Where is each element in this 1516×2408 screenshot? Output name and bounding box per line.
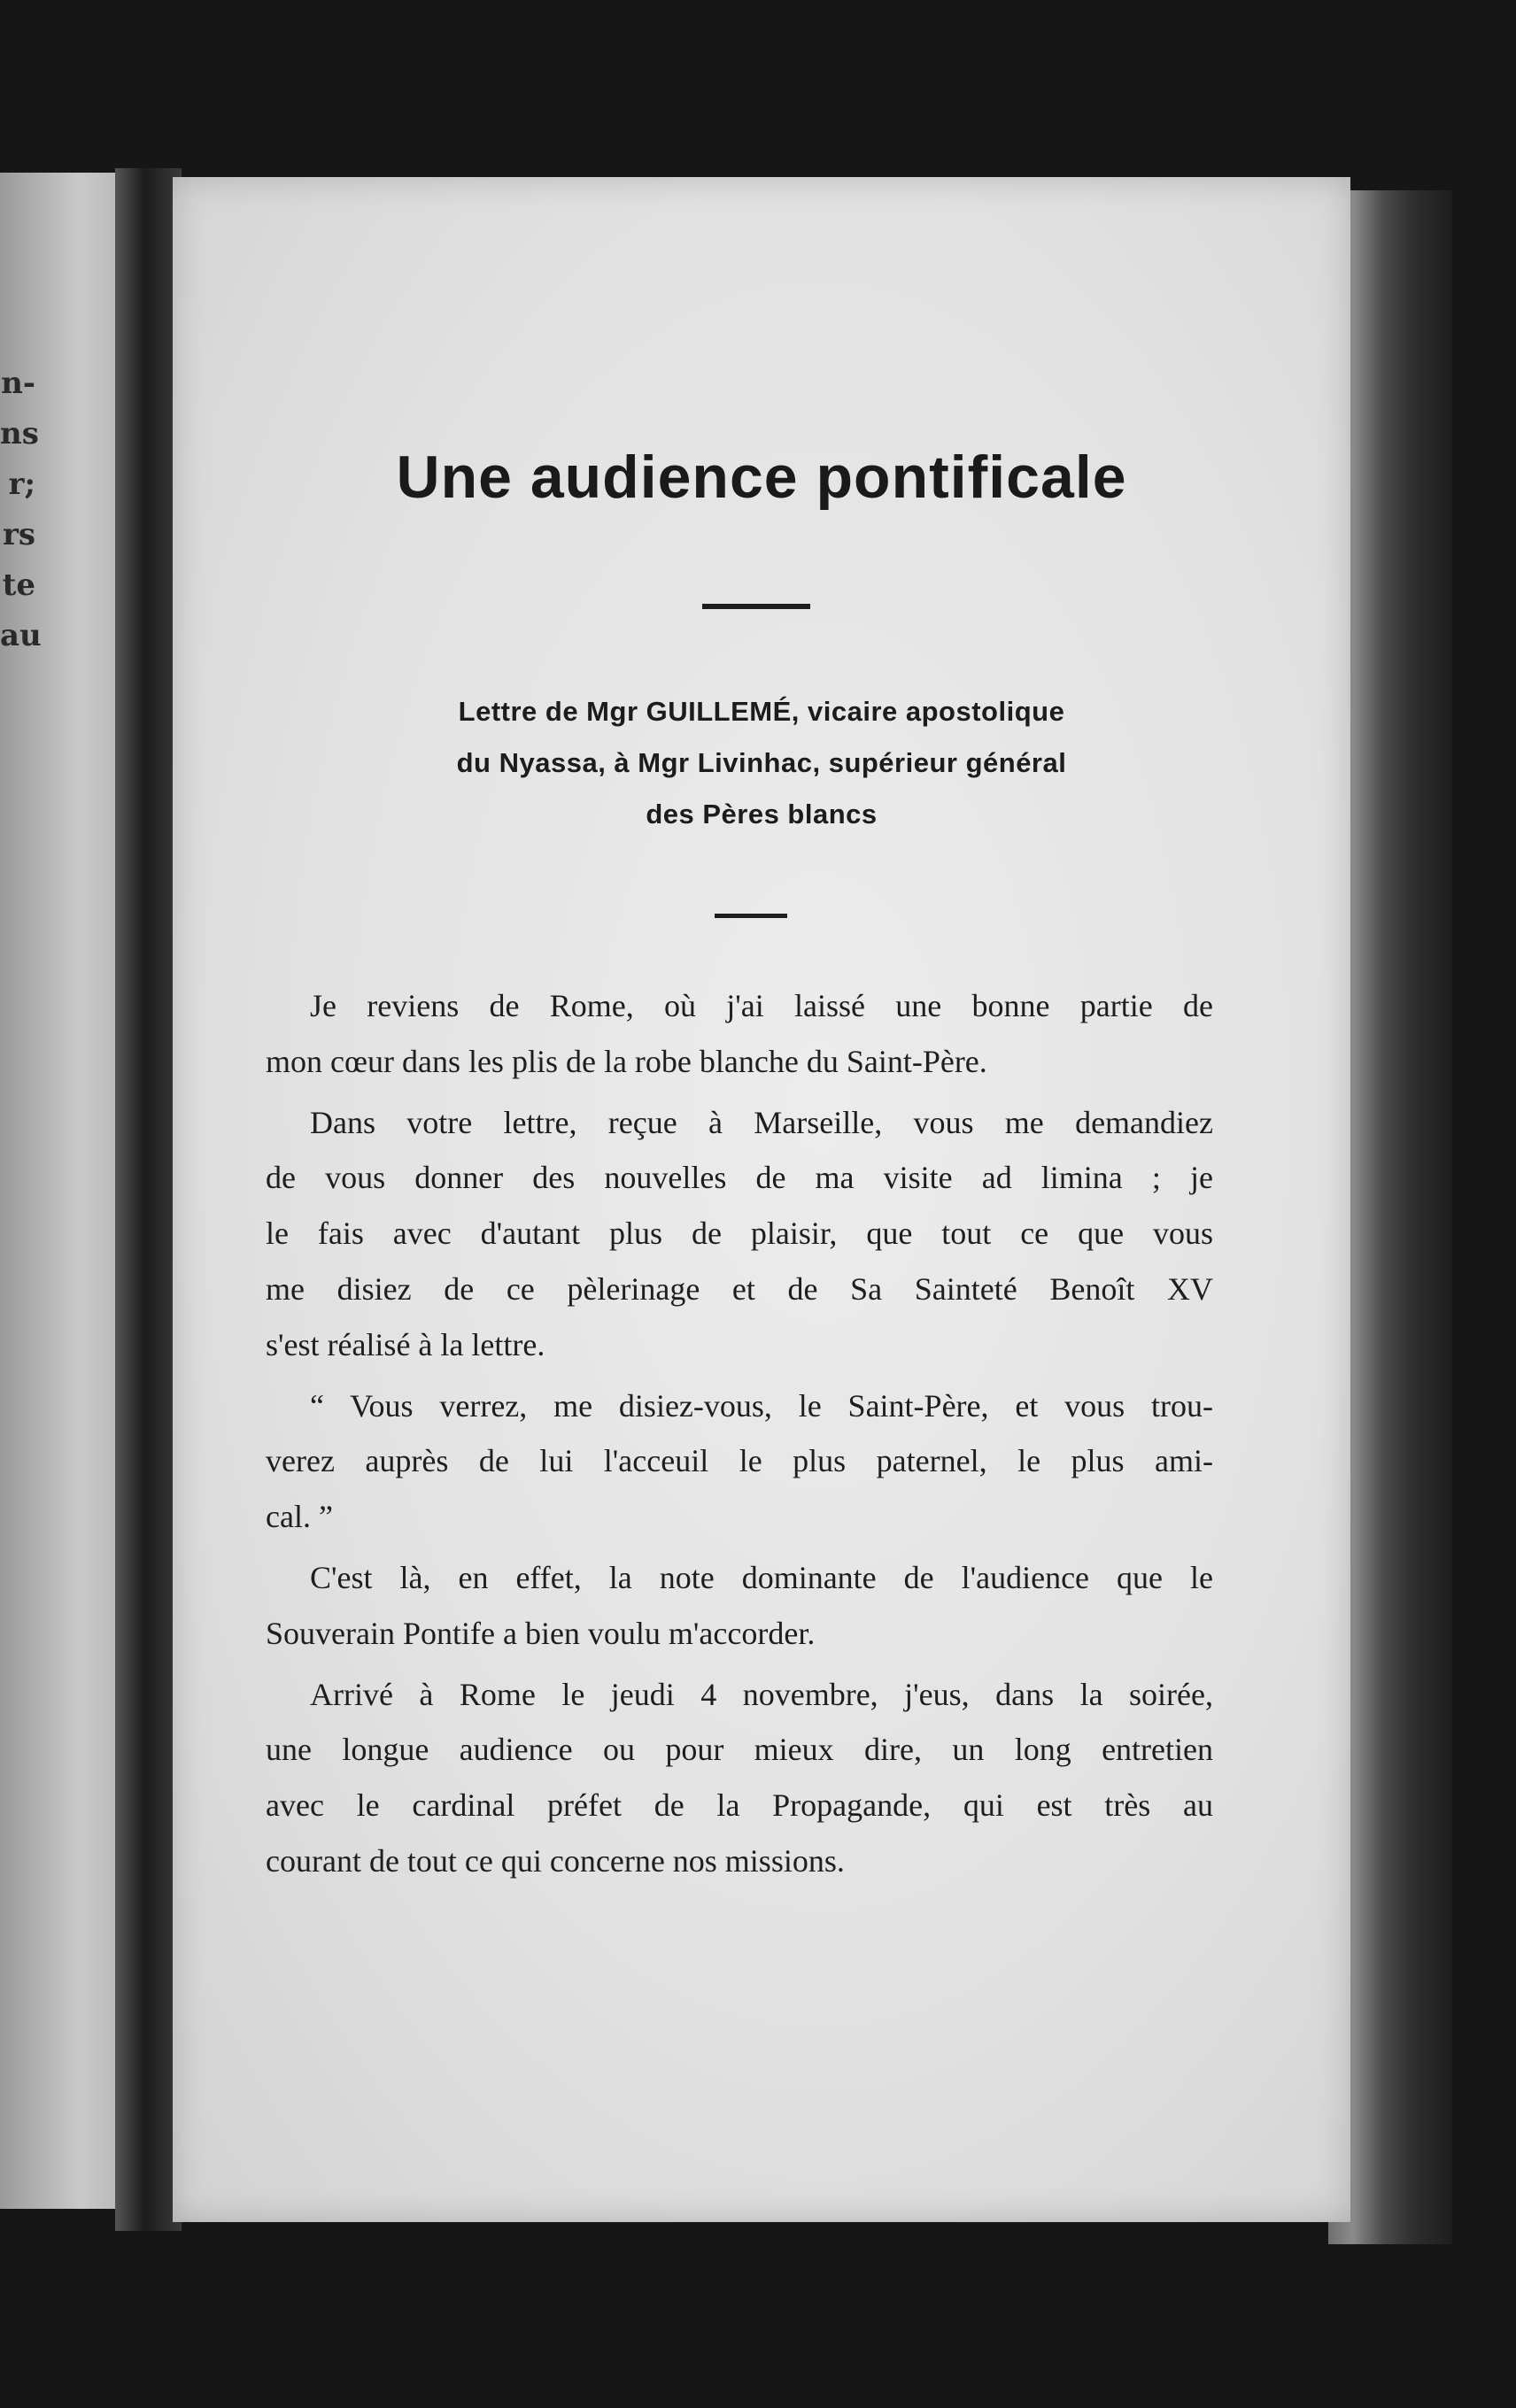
text-line: une longue audience ou pour mieux dire, un long entretien	[266, 1732, 1213, 1768]
letter-body	[266, 978, 1213, 1895]
text-line: Souverain Pontife a bien voulu m'accorder.	[266, 1615, 816, 1651]
text-line: courant de tout ce qui concerne nos missions.	[266, 1842, 845, 1879]
text-line: verez auprès de lui l'acceuil le plus paternel, le plus ami-	[266, 1443, 1213, 1479]
letter-heading-line: Lettre de Mgr GUILLEMÉ, vicaire apostolique	[458, 696, 1065, 727]
left-fragment: ns	[0, 416, 39, 452]
text-line: le fais avec d'autant plus de plaisir, que tout ce que vous	[266, 1216, 1213, 1252]
text-line: cal. ”	[266, 1499, 333, 1535]
left-fragment: au	[0, 618, 42, 653]
text-line: avec le cardinal préfet de la Propagande, qui est très au	[266, 1787, 1213, 1824]
paragraph	[266, 1667, 1213, 1889]
text-line: mon cœur dans les plis de la robe blanche du Saint-Père.	[266, 1043, 987, 1079]
text-line: de vous donner des nouvelles de ma visite ad limina ; je	[266, 1160, 1213, 1196]
letter-heading-line: du Nyassa, à Mgr Livinhac, supérieur général	[456, 747, 1067, 778]
heading-divider	[715, 914, 787, 918]
paragraph	[266, 1095, 1213, 1373]
left-fragment: r;	[8, 467, 35, 502]
left-fragment: te	[2, 567, 35, 603]
text-line: Dans votre lettre, reçue à Marseille, vous me demandiez	[310, 1104, 1213, 1140]
left-fragment: rs	[2, 517, 35, 552]
text-line: C'est là, en effet, la note dominante de l'audience que le	[310, 1559, 1213, 1595]
text-line: s'est réalisé à la lettre.	[266, 1326, 545, 1362]
text-line: “ Vous verrez, me disiez-vous, le Saint-Père, et vous trou-	[310, 1387, 1213, 1424]
paragraph	[266, 1378, 1213, 1545]
right-page	[173, 177, 1350, 2222]
page-title: Une audience pontificale	[396, 444, 1127, 511]
text-line: Je reviens de Rome, où j'ai laissé une bonne partie de	[310, 988, 1213, 1023]
book-gutter	[115, 168, 182, 2231]
text-line: me disiez de ce pèlerinage et de Sa Sainteté Benoît XV	[266, 1270, 1213, 1307]
paragraph	[266, 1550, 1213, 1662]
letter-heading	[288, 686, 1235, 840]
left-fragment: n-	[1, 366, 35, 401]
title-divider	[702, 604, 810, 609]
paragraph	[266, 978, 1213, 1090]
text-line: Arrivé à Rome le jeudi 4 novembre, j'eus, dans la soirée,	[310, 1676, 1213, 1712]
left-page-text-fragments	[0, 359, 42, 661]
letter-heading-line: des Pères blancs	[646, 799, 878, 830]
